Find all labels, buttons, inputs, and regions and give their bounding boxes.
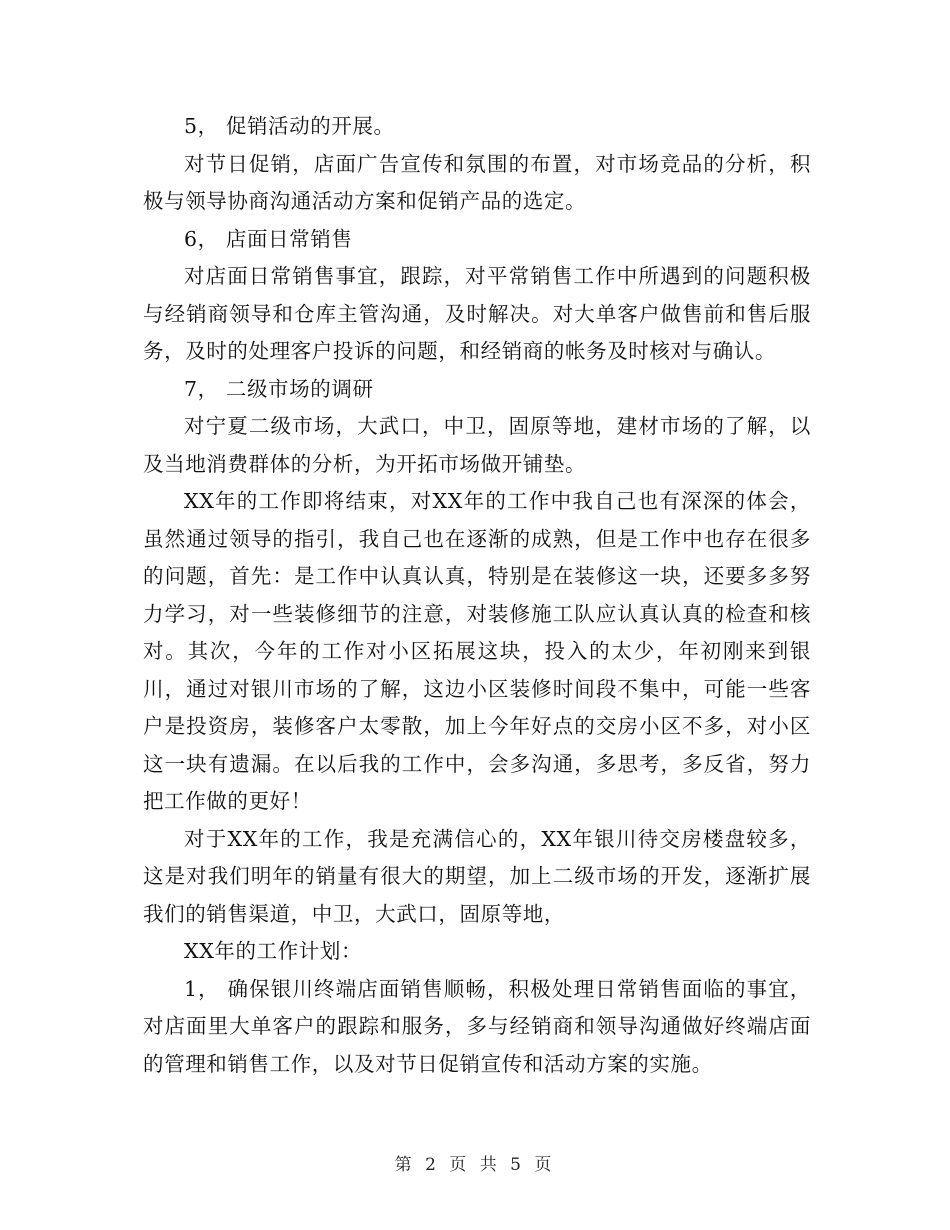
paragraph-market-research: 对宁夏二级市场，大武口，中卫，固原等地，建材市场的了解，以及当地消费群体的分析，为开拓市场做开铺垫。: [143, 414, 811, 476]
section-heading-daily-sales: 6， 店面日常销售: [184, 226, 353, 251]
document-body: [143, 108, 811, 1083]
section-heading-work-plan: XX年的工作计划：: [184, 939, 363, 963]
section-heading-promotion: 5， 促销活动的开展。: [184, 114, 395, 138]
section-heading-market-research: 7， 二级市场的调研: [184, 376, 374, 401]
paragraph-year-review: XX年的工作即将结束，对XX年的工作中我自己也有深深的体会，虽然通过领导的指引，我自己也在逐渐的成熟，但是工作中也存在很多的问题，首先：是工作中认真认真，特别是在装修这一块，还要多多努力学习，对一些装修细节的注意，对装修施工队应认真认真的检查和核对。其次，今年的工作对小区拓展这块，投入的太少，年初刚来到银川，通过对银川市场的了解，这边小区装修时间段不集中，可能一些客户是投资房，装修客户太零散，加上今年好点的交房小区不多，对小区这一块有遗漏。在以后我的工作中，会多沟通，多思考，多反省，努力把工作做的更好！: [143, 489, 811, 813]
page-number: 第 2 页 共 5 页: [394, 1155, 556, 1175]
paragraph-promotion: 对节日促销，店面广告宣传和氛围的布置，对市场竞品的分析，积极与领导协商沟通活动方案和促销产品的选定。: [143, 151, 811, 213]
paragraph-daily-sales: 对店面日常销售事宜，跟踪，对平常销售工作中所遇到的问题积极与经销商领导和仓库主管沟通，及时解决。对大单客户做售前和售后服务，及时的处理客户投诉的问题，和经销商的帐务及时核对与确认。: [143, 264, 811, 363]
paragraph-plan-item-1: 1， 确保银川终端店面销售顺畅，积极处理日常销售面临的事宜，对店面里大单客户的跟踪和服务，多与经销商和领导沟通做好终端店面的管理和销售工作，以及对节日促销宣传和活动方案的实施。: [143, 976, 811, 1076]
paragraph-outlook: 对于XX年的工作，我是充满信心的，XX年银川待交房楼盘较多，这是对我们明年的销量有很大的期望，加上二级市场的开发，逐渐扩展我们的销售渠道，中卫，大武口，固原等地，: [143, 826, 811, 926]
